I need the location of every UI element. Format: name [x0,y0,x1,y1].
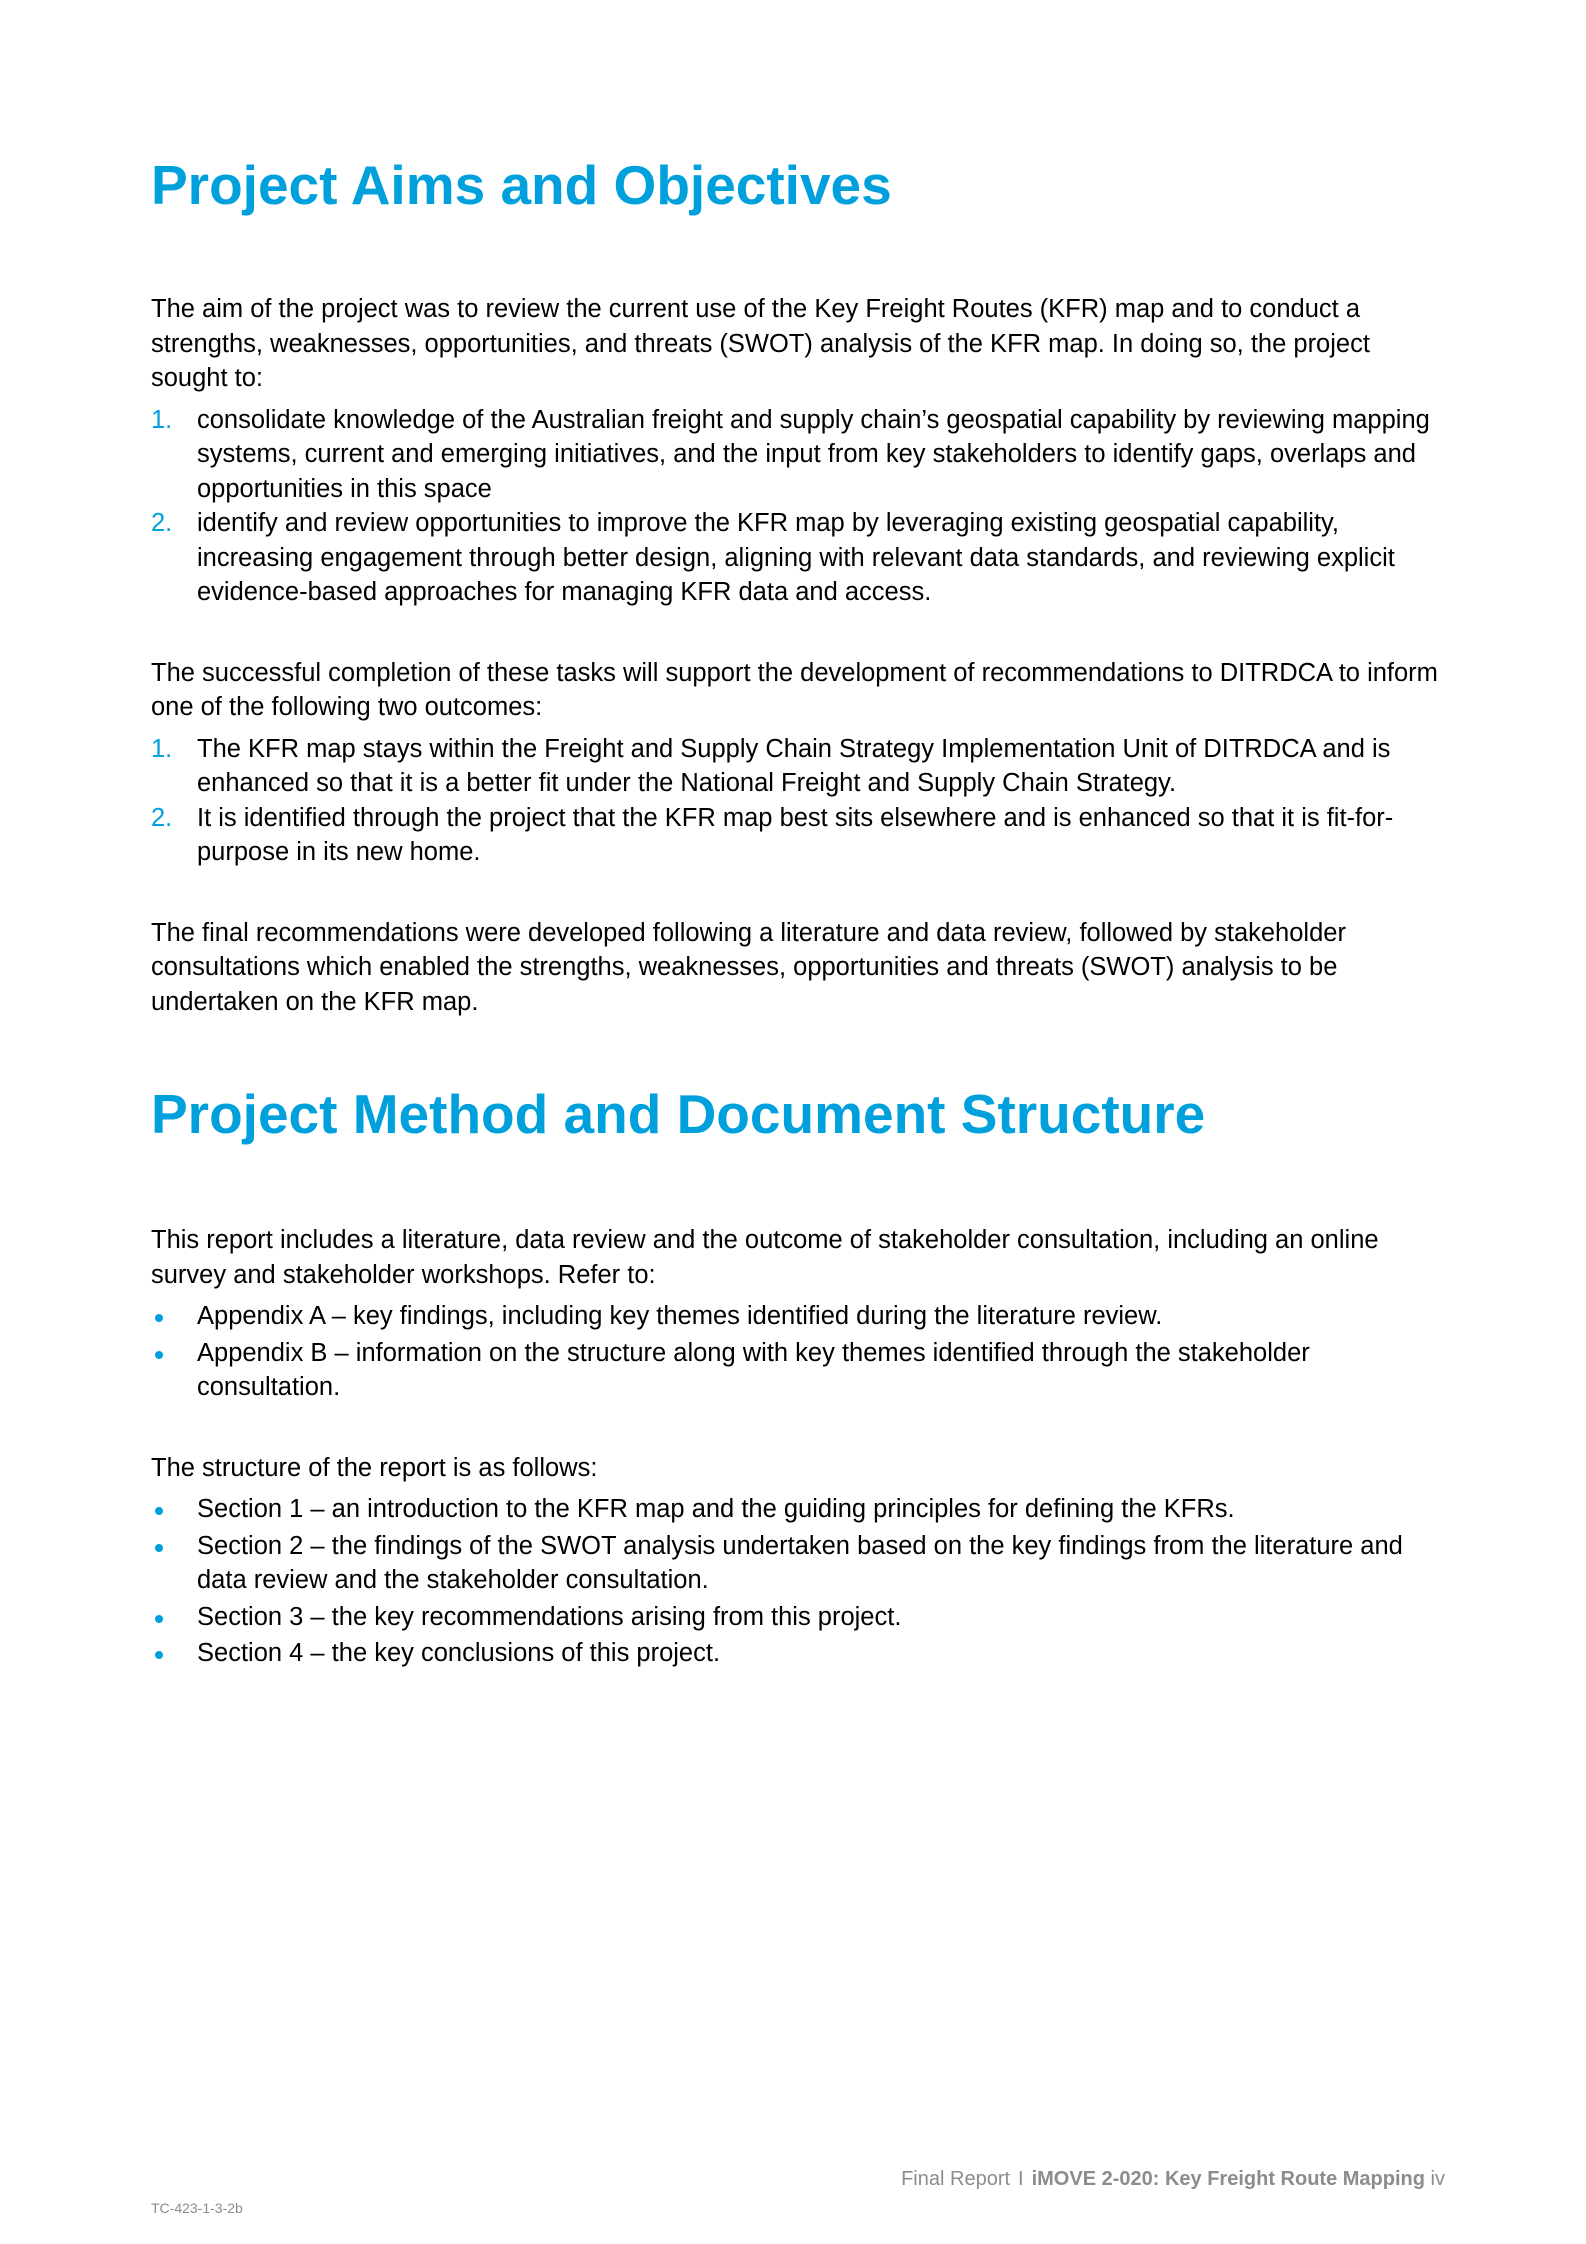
outcomes-list [151,732,1446,870]
appendix-list-item [151,1336,1446,1405]
aims-list-item [151,403,1446,507]
bullet-icon [155,1507,163,1515]
bullet-icon [155,1314,163,1322]
list-item-text: Section 3 – the key recommendations arising from this project. [197,1602,902,1631]
aims-list-item [151,506,1446,610]
outcomes-intro-paragraph: The successful completion of these tasks will support the development of recommendations to DITRDCA to inform one of the following two outcomes: [151,658,1438,721]
list-item-text: Appendix A – key findings, including key themes identified during the literature review. [197,1302,1163,1330]
outcomes-list-item [151,732,1446,801]
section-heading-method: Project Method and Document Structure [151,1083,1206,1145]
page-number: iv [1430,2168,1445,2190]
footer-report-title: iMOVE 2-020: Key Freight Route Mapping [1031,2168,1425,2190]
list-item-text: It is identified through the project that the KFR map best sits elsewhere and is enhanced so that it is fit-for-purpose in its new home. [197,803,1394,866]
list-item-text: The KFR map stays within the Freight and Supply Chain Strategy Implementation Unit of DITRDCA and is enhanced so that it is a better fit under the National Freight and Supply Chain Strategy. [197,734,1391,797]
aims-list [151,403,1446,610]
list-number: 1. [151,734,173,763]
structure-intro-paragraph: The structure of the report is as follows: [151,1453,598,1482]
structure-list-item [151,1600,1446,1635]
list-item-text: Section 2 – the findings of the SWOT analysis undertaken based on the key findings from the literature and data review and the stakeholder consultation. [197,1531,1403,1594]
footer-report-label: Final Report [901,2168,1011,2190]
bullet-icon [155,1351,163,1359]
list-item-text: Section 1 – an introduction to the KFR map and the guiding principles for defining the KFRs. [197,1495,1235,1523]
method-intro-paragraph: This report includes a literature, data review and the outcome of stakeholder consultation, including an online survey and stakeholder workshops. Refer to: [151,1226,1379,1289]
closing-paragraph: The final recommendations were developed following a literature and data review, followed by stakeholder consultations which enabled the strengths, weaknesses, opportunities and threats (SWOT) analysis to be undertaken on the KFR map. [151,918,1346,1016]
list-item-text: Section 4 – the key conclusions of this project. [197,1639,721,1667]
bullet-icon [155,1651,163,1659]
list-number: 1. [151,405,173,434]
list-item-text: identify and review opportunities to improve the KFR map by leveraging existing geospatial capability, increasing engagement through better design, aligning with relevant data standards, and reviewing explicit evidence-based approaches for managing KFR data and access. [197,509,1395,606]
appendix-list-item [151,1299,1446,1334]
structure-list-item [151,1529,1446,1598]
aims-intro-paragraph: The aim of the project was to review the current use of the Key Freight Routes (KFR) map and to conduct a strengths, weaknesses, opportunities, and threats (SWOT) analysis of the KFR map. In doing so, the project sought to: [151,295,1370,392]
section-heading-aims: Project Aims and Objectives [151,154,892,216]
structure-list-item [151,1636,1446,1671]
footer-separator: I [1018,2168,1024,2190]
list-item-text: Appendix B – information on the structure along with key themes identified through the stakeholder consultation. [197,1338,1310,1401]
list-number: 2. [151,803,173,832]
appendix-list [151,1299,1446,1405]
structure-list-item [151,1492,1446,1527]
list-item-text: consolidate knowledge of the Australian freight and supply chain’s geospatial capability by reviewing mapping systems, current and emerging initiatives, and the input from key stakeholders to identify gaps, overlaps and opportunities in this space [197,405,1430,503]
document-code: TC-423-1-3-2b [151,2200,243,2216]
page-content [151,150,1446,1671]
bullet-icon [155,1615,163,1623]
bullet-icon [155,1544,163,1552]
structure-list [151,1492,1446,1671]
page-footer [901,2168,1445,2191]
outcomes-list-item [151,801,1446,870]
list-number: 2. [151,509,173,537]
